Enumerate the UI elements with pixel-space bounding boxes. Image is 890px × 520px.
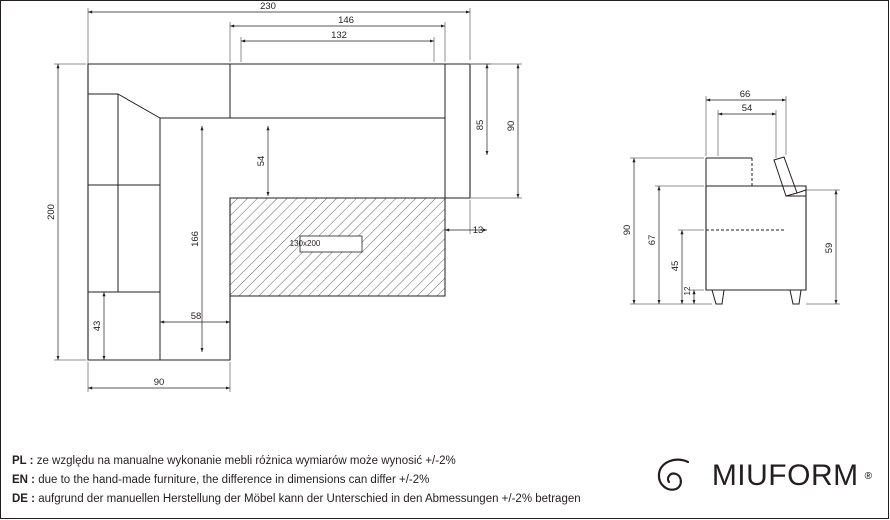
dim-seat-back: 59 [824,242,835,254]
legend-row-de [12,490,612,509]
dim-arm-inner: 54 [741,103,753,114]
dim-seat-depth: 54 [256,155,267,167]
dim-chaise-depth: 166 [190,231,201,247]
dim-leg-height: 12 [683,286,692,296]
dim-left-seat: 58 [190,311,202,322]
dim-arm-offset: 13 [472,225,484,236]
dim-backrest-depth: 85 [475,119,486,131]
miuform-mark-icon [654,454,706,498]
brand-logo [654,452,872,500]
dim-left-width: 90 [153,377,165,388]
legend-text-de: aufgrund der manuellen Herstellung der Möbel kann der Unterschied in den Abmessungen +/-2% betragen [38,492,581,505]
legend-text-pl: ze względu na manualne wykonanie mebli różnica wymiarów może wynosić +/-2% [36,455,456,467]
legend [12,452,612,509]
dim-arm-top: 66 [739,89,751,100]
legend-code-pl: PL : [12,455,34,467]
legend-row-pl [12,452,612,471]
dim-overall-width: 230 [260,1,276,12]
dim-back-height: 67 [647,234,658,246]
dim-overall-height: 90 [622,224,633,236]
dim-total-side-depth: 90 [506,120,517,132]
brand-name: MIUFORM [711,459,859,492]
legend-code-en: EN : [12,473,35,486]
dim-overall-depth: 200 [46,204,57,220]
legend-row-en [12,471,612,490]
legend-code-de: DE : [12,492,35,505]
dim-arm-depth: 43 [92,320,103,332]
dim-seat-width: 132 [331,30,347,41]
brand-trademark: ® [864,470,872,482]
dim-bed-size: 130x200 [289,239,321,248]
dim-seat-height: 45 [670,260,681,272]
dim-inner-width: 146 [338,15,354,26]
legend-text-en: due to the hand-made furniture, the difference in dimensions can differ +/-2% [38,473,430,486]
